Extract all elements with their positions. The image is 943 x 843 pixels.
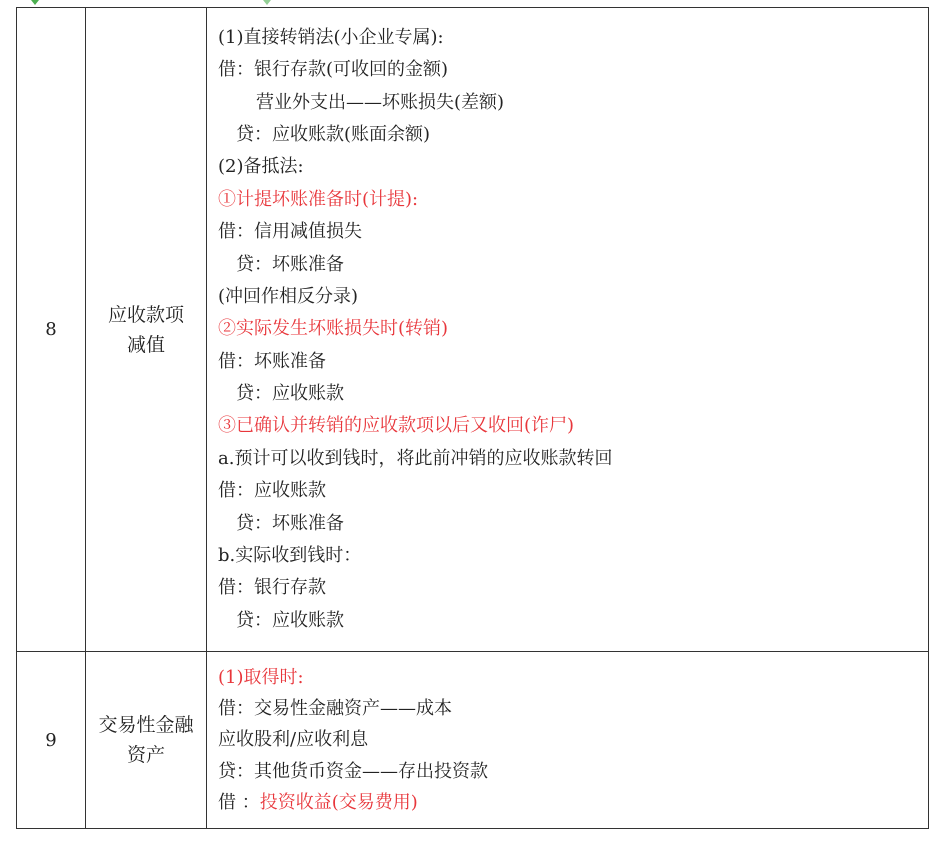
- entry-line: 贷：其他货币资金——存出投资款: [218, 760, 488, 782]
- entry-highlight: 投资收益(交易费用): [259, 792, 418, 814]
- entry-line: (1)取得时:: [218, 666, 304, 688]
- green-marker-icon: [262, 0, 272, 6]
- item-name-line: 资产: [126, 744, 165, 766]
- entries-list: [218, 662, 928, 788]
- entry-line: ①计提坏账准备时(计提):: [218, 188, 419, 210]
- entries-cell: [207, 652, 929, 829]
- entry-line: 贷：应收账款(账面余额): [236, 123, 431, 145]
- entry-line: ③已确认并转销的应收款项以后又收回(诈尸): [218, 415, 575, 437]
- entry-line: [218, 787, 928, 818]
- entry-line: 借：应收账款: [218, 480, 326, 502]
- table-row: [17, 8, 929, 652]
- entry-line: 借：坏账准备: [218, 350, 326, 372]
- entry-line: 借：信用减值损失: [218, 221, 362, 243]
- entry-line: 贷：坏账准备: [236, 253, 344, 275]
- entry-line: ②实际发生坏账损失时(转销): [218, 318, 449, 340]
- row-number: 8: [17, 8, 86, 652]
- entry-line: 贷：应收账款: [236, 383, 344, 405]
- entry-line: 贷：应收账款: [236, 609, 344, 631]
- item-name-line: 减值: [126, 333, 165, 356]
- entry-line: (冲回作相反分录): [218, 285, 359, 307]
- entry-line: 借：交易性金融资产——成本: [218, 697, 452, 719]
- entry-line: (1)直接转销法(小企业专属):: [218, 26, 444, 48]
- entries-cell: [207, 8, 929, 652]
- entries-list: [218, 22, 928, 637]
- entry-line: 借：银行存款: [218, 577, 326, 599]
- item-name-cell: [86, 8, 207, 652]
- accounting-entries-table: [16, 7, 929, 829]
- entry-line: 营业外支出——坏账损失(差额): [256, 91, 505, 113]
- table-row: [17, 652, 929, 829]
- entry-line: 贷：坏账准备: [236, 512, 344, 534]
- green-marker-icon: [30, 0, 40, 6]
- entry-line: b.实际收到钱时：: [218, 545, 362, 567]
- item-name-line: 交易性金融: [98, 714, 194, 736]
- entry-line: 借：银行存款(可收回的金额): [218, 59, 449, 81]
- entry-line: (2)备抵法:: [218, 156, 304, 178]
- entry-prefix: 借 ：: [218, 792, 260, 814]
- row-number: 9: [17, 652, 86, 829]
- entry-line: a.预计可以收到钱时，将此前冲销的应收账款转回: [218, 447, 613, 469]
- entry-line: 应收股利/应收利息: [218, 729, 369, 751]
- item-name-cell: [86, 652, 207, 829]
- item-name-line: 应收款项: [107, 303, 184, 326]
